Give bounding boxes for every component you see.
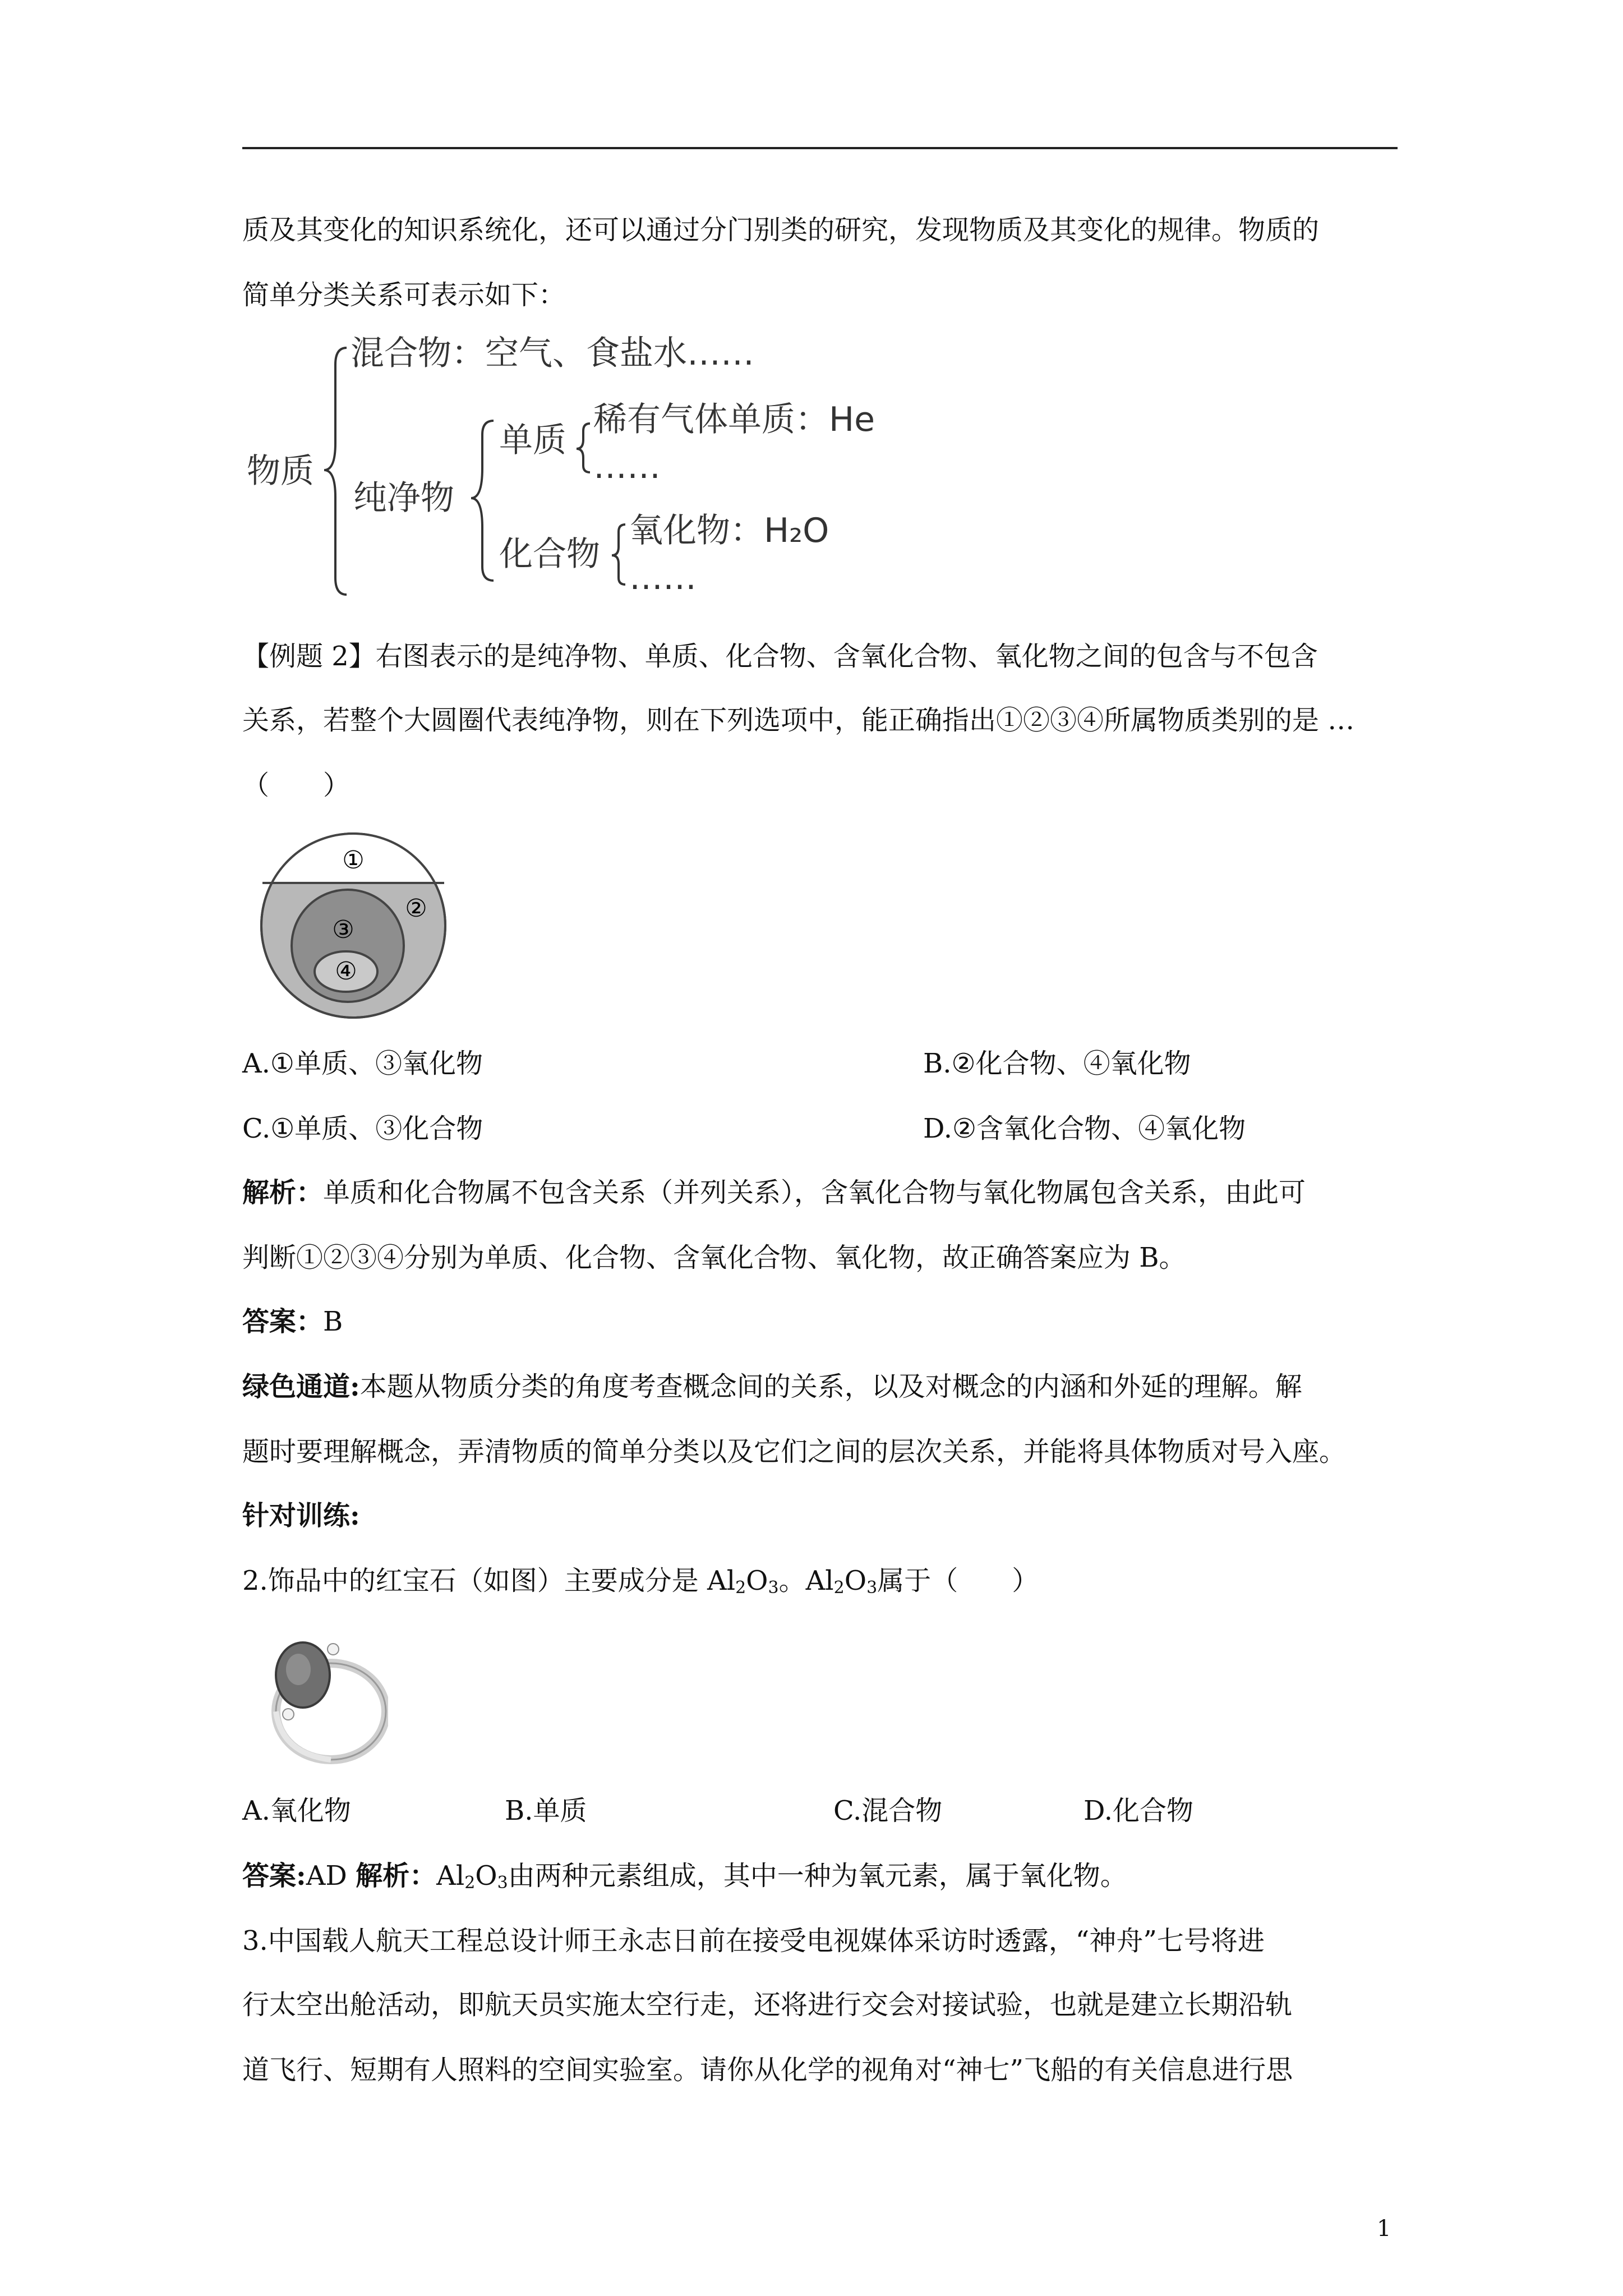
q2-option-a: A.氧化物 [242,1795,351,1826]
tree-root: 物质 [247,452,314,491]
q2-sub-2b: 2 [833,1578,845,1598]
example2-line-1: 【例题 2】右图表示的是纯净物、单质、化合物、含氧化合物、氧化物之间的包含与不包含 [242,641,1318,672]
pure-brace [471,421,494,581]
header-rule [242,147,1398,149]
example2-line-2: 关系，若整个大圆圈代表纯净物，则在下列选项中，能正确指出①②③④所属物质类别的是 … [242,705,1355,736]
green-text-1: 本题从物质分类的角度考查概念间的关系，以及对概念的内涵和外延的理解。解 [359,1371,1302,1402]
element-brace [577,424,590,472]
option-b: B.②化合物、④氧化物 [923,1048,1191,1079]
q2-o-a: O [746,1565,768,1596]
q2-analysis-text: 由两种元素组成，其中一种为氧元素，属于氧化物。 [508,1860,1127,1892]
q2-analysis-o: O [475,1860,497,1892]
q2-tail: 属于（ ） [877,1565,1039,1596]
venn-label-2: ② [405,894,427,923]
tree-element-more: …… [593,447,661,486]
answer-line [242,1304,343,1340]
q3-line-1: 3.中国载人航天工程总设计师王永志日前在接受电视媒体采访时透露，“神舟”七号将进 [242,1925,1265,1957]
tree-compound-more: …… [629,558,697,597]
q2-analysis-al: Al [436,1860,465,1892]
tree-element-example: 稀有气体单质：He [593,400,875,439]
tree-element: 单质 [499,421,566,460]
ruby-ring-image [259,1613,388,1776]
tree-compound: 化合物 [499,535,600,574]
root-brace [324,348,347,595]
analysis-label: 解析： [242,1177,324,1208]
q2-option-d: D.化合物 [1083,1795,1194,1826]
q2-sub-3a: 3 [768,1578,779,1598]
page-number: 1 [1377,2216,1391,2242]
green-label: 绿色通道: [242,1371,360,1402]
q2-prefix: 2.饰品中的红宝石（如图）主要成分是 Al [242,1565,736,1596]
option-a: A.①单质、③氧化物 [242,1048,483,1079]
q2-sub-3b: 3 [866,1578,878,1598]
tree-pure: 纯净物 [353,478,454,518]
tree-mixture: 混合物：空气、食盐水…… [351,334,754,373]
q2-analysis-label: 解析： [356,1860,437,1892]
option-d: D.②含氧化合物、④氧化物 [923,1113,1246,1144]
venn-label-4: ④ [335,957,357,986]
venn-diagram [259,831,448,1020]
q2-answer-value: AD [306,1860,347,1892]
tree-compound-example: 氧化物：H₂O [629,511,829,550]
q3-line-2: 行太空出舱活动，即航天员实施太空行走，还将进行交会对接试验，也就是建立长期沿轨 [242,1989,1293,2021]
answer-label: 答案： [242,1306,324,1337]
q2-after: 。Al [778,1565,834,1596]
compound-brace [612,524,625,585]
intro-line-1: 质及其变化的知识系统化，还可以通过分门别类的研究，发现物质及其变化的规律。物质的 [242,214,1320,246]
q2-line [242,1563,1039,1606]
intro-line-2: 简单分类关系可表示如下： [242,279,566,311]
green-line-2: 题时要理解概念，弄清物质的简单分类以及它们之间的层次关系，并能将具体物质对号入座。 [242,1436,1347,1467]
q2-sub-2a: 2 [735,1578,746,1598]
classification-tree [247,331,931,611]
analysis-line-2: 判断①②③④分别为单质、化合物、含氧化合物、氧化物，故正确答案应为 B。 [242,1242,1186,1273]
q2-answer-line [242,1858,1127,1901]
answer-value: B [323,1306,343,1337]
q2-answer-label: 答案: [242,1860,306,1892]
q3-line-3: 道飞行、短期有人照料的空间实验室。请你从化学的视角对“神七”飞船的有关信息进行思 [242,2054,1293,2086]
option-c: C.①单质、③化合物 [242,1113,483,1144]
training-heading: 针对训练: [242,1500,360,1531]
analysis-line-1 [242,1175,1306,1211]
q2-o-b: O [844,1565,867,1596]
q2-option-b: B.单质 [505,1795,587,1826]
venn-label-1: ① [342,846,365,875]
q2-analysis-sub-3: 3 [497,1873,508,1893]
example2-blank: （ ） [242,770,351,801]
green-line-1 [242,1369,1302,1405]
q2-option-c: C.混合物 [833,1795,943,1826]
q2-analysis-sub-2: 2 [464,1873,476,1893]
venn-label-3: ③ [332,915,354,944]
analysis-text-1: 单质和化合物属不包含关系（并列关系），含氧化合物与氧化物属包含关系，由此可 [323,1177,1306,1208]
